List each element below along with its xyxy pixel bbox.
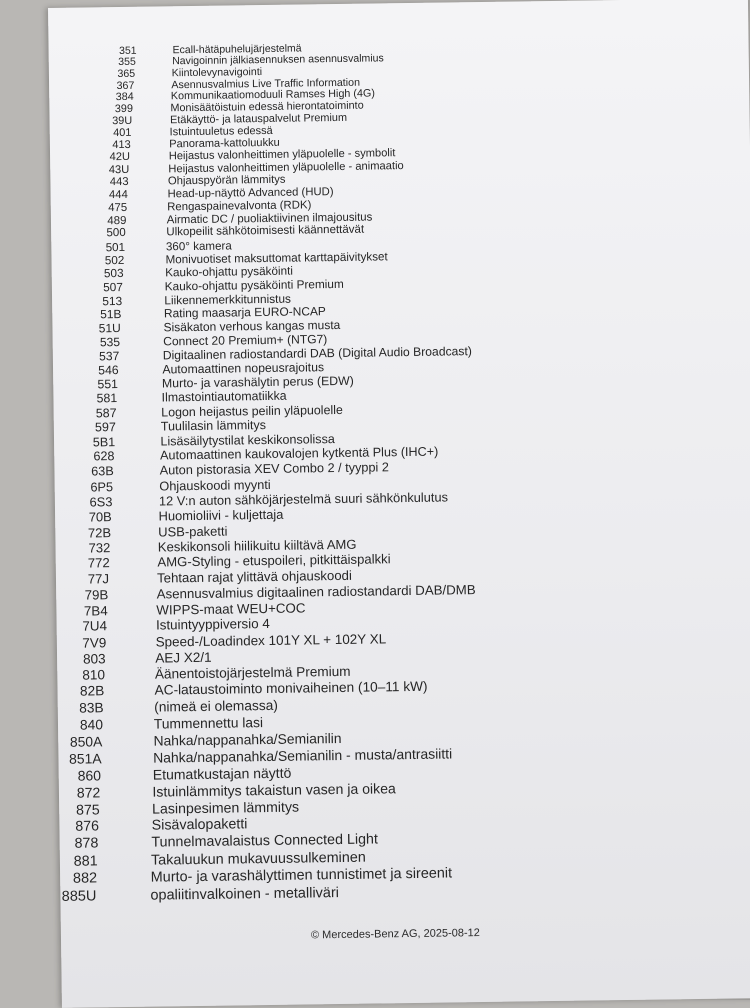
option-description: Sisäkaton verhous kangas musta bbox=[163, 318, 341, 335]
option-code: 850A bbox=[69, 733, 103, 750]
option-code: 840 bbox=[79, 716, 104, 733]
option-description: AC-lataustoiminto monivaiheinen (10–11 kW) bbox=[154, 679, 428, 698]
option-description: Takaluukun mukavuussulkeminen bbox=[150, 849, 366, 869]
option-description: Murto- ja varashälytin perus (EDW) bbox=[161, 373, 354, 391]
option-code: 500 bbox=[106, 227, 126, 240]
option-code: 546 bbox=[98, 362, 119, 378]
option-code: 355 bbox=[118, 56, 136, 69]
option-description: opaliitinvalkoinen - metalliväri bbox=[150, 885, 340, 904]
option-code-list bbox=[49, 36, 750, 907]
option-description: Tunnelmavalaistus Connected Light bbox=[151, 831, 379, 852]
option-description: Asennusvalmius digitaalinen radiostandardi DAB/DMB bbox=[156, 581, 476, 602]
option-code: 51U bbox=[98, 321, 121, 336]
option-description: 12 V:n auton sähköjärjestelmä suuri sähkönkulutus bbox=[158, 489, 449, 509]
option-code: 351 bbox=[118, 44, 137, 58]
option-description: Nahka/nappanahka/Semianilin bbox=[153, 729, 342, 749]
option-code: 881 bbox=[73, 853, 98, 870]
option-description: Automaattinen nopeusrajoitus bbox=[162, 360, 325, 377]
option-code: 872 bbox=[76, 784, 101, 801]
option-code: 443 bbox=[109, 176, 129, 189]
option-code: 587 bbox=[95, 405, 117, 421]
option-code: 475 bbox=[108, 201, 128, 214]
option-description: Digitaalinen radiostandardi DAB (Digital Audio Broadcast) bbox=[162, 343, 472, 363]
option-code: 367 bbox=[116, 79, 135, 92]
option-description: Lisäsäilytystilat keskikonsolissa bbox=[160, 431, 335, 449]
option-description: Kauko-ohjattu pysäköinti Premium bbox=[164, 277, 344, 294]
option-description: Tummennettu lasi bbox=[153, 714, 264, 732]
option-code: 803 bbox=[82, 650, 106, 667]
option-code: 51B bbox=[100, 307, 122, 322]
option-code: 551 bbox=[97, 377, 119, 392]
option-description: Keskikonsoli hiilikuitu kiiltävä AMG bbox=[157, 536, 357, 555]
option-code: 399 bbox=[114, 102, 134, 116]
option-code: 5B1 bbox=[92, 434, 116, 450]
option-description: Tehtaan rajat ylittävä ohjauskoodi bbox=[156, 567, 352, 586]
option-description: Logon heijastus peilin yläpuolelle bbox=[161, 402, 343, 420]
option-description: AMG-Styling - etuspoileri, pitkittäispalkki bbox=[157, 551, 391, 570]
option-description: Airmatic DC / puoliaktiivinen ilmajousitus bbox=[166, 211, 373, 226]
option-code: 503 bbox=[103, 266, 124, 281]
option-description: Navigoinnin jälkiasennuksen asennusvalmius bbox=[172, 52, 384, 68]
option-code: 885U bbox=[61, 888, 97, 906]
option-description: Monivuotiset maksuttomat karttapäivitykset bbox=[165, 249, 388, 267]
option-code: 63B bbox=[91, 464, 114, 479]
option-code: 43U bbox=[108, 163, 130, 177]
option-code: 501 bbox=[105, 240, 126, 254]
document-footer: © Mercedes-Benz AG, 2025-08-12 bbox=[310, 927, 480, 942]
option-description: Murto- ja varashälyttimen tunnistimet ja sireenit bbox=[150, 865, 453, 887]
option-code: 732 bbox=[88, 540, 111, 556]
option-description: Kiintolevynavigointi bbox=[171, 65, 263, 80]
option-code: 7V9 bbox=[82, 634, 107, 651]
option-description: Etumatkustajan näyttö bbox=[152, 764, 292, 783]
option-description: AEJ X2/1 bbox=[155, 649, 212, 666]
option-code: 365 bbox=[117, 67, 136, 80]
option-description: USB-paketti bbox=[158, 523, 228, 540]
option-description: Heijastus valonheittimen yläpuolelle - animaatio bbox=[168, 159, 404, 176]
option-description: Head-up-näyttö Advanced (HUD) bbox=[167, 186, 334, 201]
option-code: 851A bbox=[68, 750, 102, 767]
option-code: 772 bbox=[87, 555, 110, 571]
option-description: Liikennemerkkitunnistus bbox=[164, 291, 292, 308]
option-description: Istuintuuletus edessä bbox=[169, 124, 273, 139]
option-description: 360° kamera bbox=[165, 238, 232, 253]
option-code: 39U bbox=[112, 114, 133, 128]
option-description: Etäkäyttö- ja latauspalvelut Premium bbox=[169, 111, 348, 127]
option-code: 882 bbox=[72, 870, 98, 888]
option-description: Äänentoistojärjestelmä Premium bbox=[154, 663, 351, 682]
option-code: 6P5 bbox=[90, 479, 114, 495]
option-code: 810 bbox=[82, 667, 106, 683]
option-code: 537 bbox=[98, 348, 120, 364]
option-code: 7B4 bbox=[83, 602, 108, 619]
option-code: 72B bbox=[87, 524, 112, 541]
option-code: 628 bbox=[93, 449, 115, 464]
option-code: 77J bbox=[87, 571, 110, 587]
option-description: Asennusvalmius Live Traffic Information bbox=[171, 76, 361, 91]
option-description: Connect 20 Premium+ (NTG7) bbox=[163, 332, 328, 349]
option-description: Istuintyyppiversio 4 bbox=[155, 616, 270, 634]
option-description: Nahka/nappanahka/Semianilin - musta/antrasiitti bbox=[153, 745, 453, 766]
option-code: 83B bbox=[79, 700, 104, 716]
option-code: 42U bbox=[109, 151, 131, 164]
option-code: 875 bbox=[75, 801, 100, 818]
option-description: Monisäätöistuin edessä hierontatoiminto bbox=[170, 99, 364, 115]
option-description: Heijastus valonheittimen yläpuolelle - symbolit bbox=[168, 147, 396, 163]
option-code: 507 bbox=[103, 280, 123, 295]
option-description: Lasinpesimen lämmitys bbox=[151, 798, 300, 817]
option-description: Automaattinen kaukovalojen kytkentä Plus (IHC+) bbox=[159, 445, 439, 463]
option-description: Sisävalopaketti bbox=[151, 816, 248, 834]
option-code: 502 bbox=[104, 253, 125, 267]
option-description: Rengaspainevalvonta (RDK) bbox=[167, 199, 312, 214]
option-code: 581 bbox=[96, 391, 118, 406]
option-code: 878 bbox=[74, 835, 99, 853]
option-description: Ulkopeilit sähkötoimisesti käännettävät bbox=[166, 224, 365, 239]
option-code: 513 bbox=[102, 293, 123, 309]
option-description: Ecall-hätäpuhelujärjestelmä bbox=[172, 42, 302, 57]
option-description: Ohjauskoodi myynti bbox=[159, 477, 271, 494]
option-description: Speed-/Loadindex 101Y XL + 102Y XL bbox=[155, 630, 387, 650]
option-code: 860 bbox=[77, 767, 102, 784]
option-description: Tuulilasin lämmitys bbox=[160, 418, 267, 434]
option-description: Kauko-ohjattu pysäköinti bbox=[165, 264, 294, 280]
option-code: 70B bbox=[88, 509, 112, 525]
option-description: Ohjauspyörän lämmitys bbox=[167, 174, 286, 188]
option-code: 82B bbox=[79, 683, 105, 699]
option-code: 413 bbox=[112, 139, 131, 152]
document-sheet bbox=[48, 0, 750, 1008]
option-description: Rating maasarja EURO-NCAP bbox=[163, 304, 326, 321]
option-code: 535 bbox=[99, 334, 121, 350]
option-code: 597 bbox=[94, 420, 116, 435]
option-description: Ilmastointiautomatiikka bbox=[161, 389, 287, 405]
option-description: Huomioliivi - kuljettaja bbox=[158, 507, 284, 524]
option-description: Kommunikaatiomoduuli Ramses High (4G) bbox=[170, 87, 375, 103]
option-description: Auton pistorasia XEV Combo 2 / tyyppi 2 bbox=[159, 460, 389, 478]
option-code: 6S3 bbox=[89, 494, 113, 510]
option-code: 444 bbox=[108, 188, 128, 202]
option-code: 876 bbox=[75, 818, 100, 835]
option-code: 489 bbox=[107, 214, 127, 227]
option-description: (nimeä ei olemassa) bbox=[154, 697, 278, 715]
option-description: Istuinlämmitys takaistun vasen ja oikea bbox=[152, 779, 396, 800]
option-description: WIPPS-maat WEU+COC bbox=[156, 600, 306, 618]
option-code: 79B bbox=[84, 586, 109, 603]
option-code: 401 bbox=[113, 126, 132, 140]
option-code: 384 bbox=[115, 91, 134, 104]
option-description: Panorama-kattoluukku bbox=[169, 136, 280, 151]
option-code: 7U4 bbox=[82, 618, 108, 635]
